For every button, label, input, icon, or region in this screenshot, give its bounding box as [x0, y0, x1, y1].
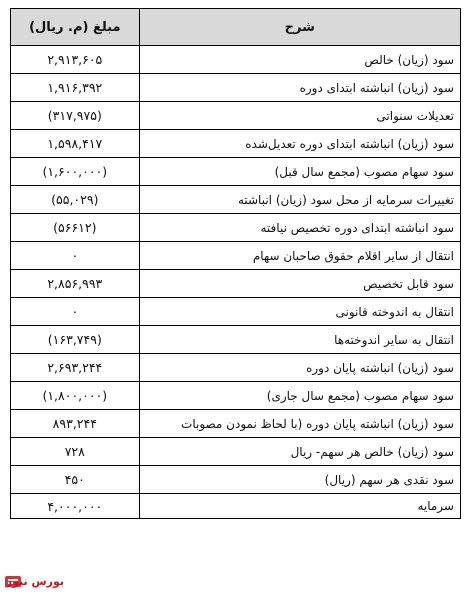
row-amount: ۸۹۳,۲۴۴ [11, 410, 140, 438]
row-description: سود قابل تخصیص [139, 270, 460, 298]
table-row [11, 46, 461, 74]
row-description: سود (زیان) انباشته ابتدای دوره تعدیل‌شده [139, 130, 460, 158]
table-row [11, 298, 461, 326]
row-amount: (۳۱۷,۹۷۵) [11, 102, 140, 130]
row-description: انتقال به سایر اندوخته‌ها [139, 326, 460, 354]
row-amount: ۲,۶۹۳,۲۴۴ [11, 354, 140, 382]
row-description: تغییرات سرمایه از محل سود (زیان) انباشته [139, 186, 460, 214]
row-description: سود (زیان) خالص [139, 46, 460, 74]
row-amount: ۴۵۰ [11, 466, 140, 494]
watermark-text: بورس نیوز [5, 575, 64, 588]
row-description: سود سهام مصوب (مجمع سال جاری) [139, 382, 460, 410]
table-row [11, 214, 461, 242]
table-body [11, 46, 461, 519]
header-row [11, 9, 461, 46]
header-description: شرح [139, 9, 460, 46]
row-description: سود نقدی هر سهم (ریال) [139, 466, 460, 494]
table-row [11, 494, 461, 519]
table-row [11, 74, 461, 102]
row-amount: (۱,۶۰۰,۰۰۰) [11, 158, 140, 186]
row-description: تعدیلات سنواتی [139, 102, 460, 130]
row-amount: ۱,۵۹۸,۴۱۷ [11, 130, 140, 158]
row-amount: ۰ [11, 242, 140, 270]
row-description: سود (زیان) انباشته پایان دوره (با لحاظ نمودن مصوبات [139, 410, 460, 438]
row-amount: ۲,۸۵۶,۹۹۳ [11, 270, 140, 298]
row-description: سود (زیان) خالص هر سهم- ریال [139, 438, 460, 466]
table-header [11, 9, 461, 46]
row-description: سود (زیان) انباشته ابتدای دوره [139, 74, 460, 102]
row-description: انتقال به اندوخته قانونی [139, 298, 460, 326]
header-amount: مبلغ (م. ریال) [11, 9, 140, 46]
financial-table [10, 8, 461, 519]
row-amount: ۴,۰۰۰,۰۰۰ [11, 494, 140, 519]
row-amount: (۵۶۶۱۲) [11, 214, 140, 242]
watermark [2, 570, 64, 596]
table-row [11, 466, 461, 494]
row-amount: ۷۲۸ [11, 438, 140, 466]
row-amount: ۱,۹۱۶,۳۹۲ [11, 74, 140, 102]
row-description: انتقال از سایر اقلام حقوق صاحبان سهام [139, 242, 460, 270]
table-row [11, 158, 461, 186]
row-description: سود (زیان) انباشته پایان دوره [139, 354, 460, 382]
row-description: سرمایه [139, 494, 460, 519]
row-amount: (۱,۸۰۰,۰۰۰) [11, 382, 140, 410]
table-row [11, 102, 461, 130]
table-row [11, 270, 461, 298]
row-amount: ۰ [11, 298, 140, 326]
table-row [11, 354, 461, 382]
table-row [11, 326, 461, 354]
row-description: سود سهام مصوب (مجمع سال قبل) [139, 158, 460, 186]
row-amount: (۱۶۳,۷۴۹) [11, 326, 140, 354]
row-description: سود انباشته ابتدای دوره تخصیص نیافته [139, 214, 460, 242]
table-row [11, 242, 461, 270]
table-row [11, 382, 461, 410]
table-row [11, 410, 461, 438]
row-amount: ۲,۹۱۳,۶۰۵ [11, 46, 140, 74]
table-row [11, 186, 461, 214]
row-amount: (۵۵,۰۲۹) [11, 186, 140, 214]
table-row [11, 438, 461, 466]
table-row [11, 130, 461, 158]
